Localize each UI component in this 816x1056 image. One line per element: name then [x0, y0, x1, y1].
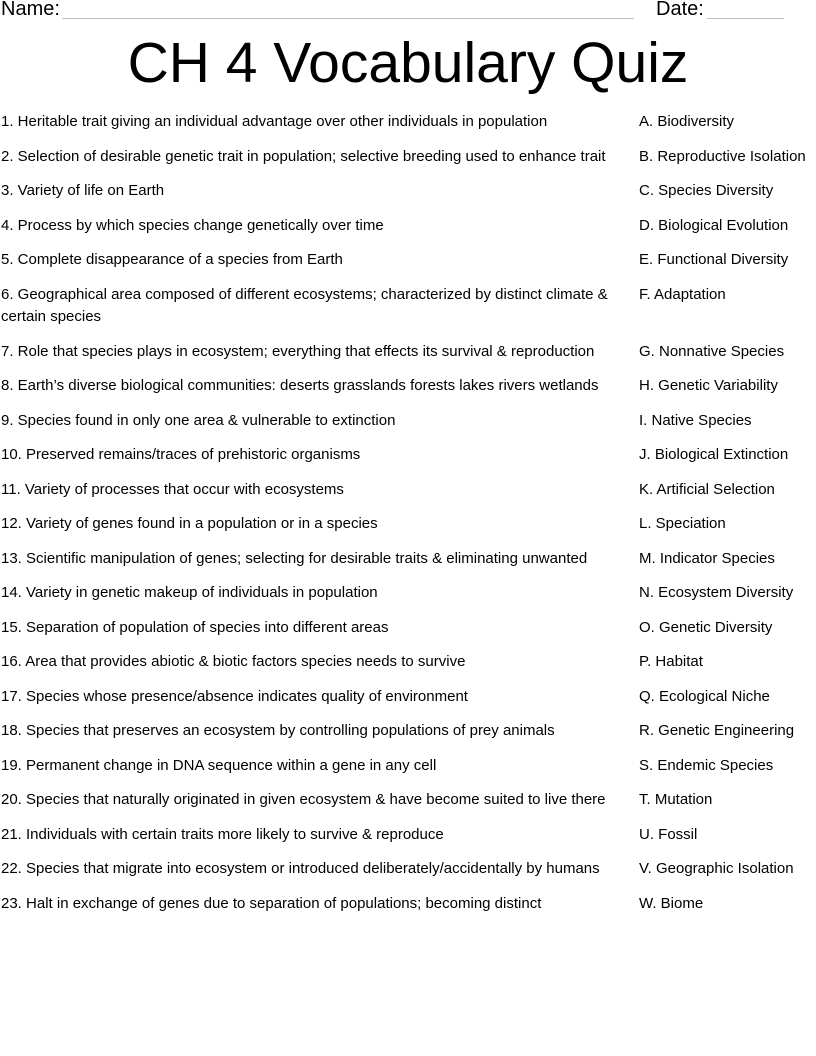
quiz-row: [0, 789, 816, 812]
question-text: 18. Species that preserves an ecosystem by controlling populations of prey animals: [1, 722, 555, 739]
quiz-row: [0, 180, 816, 203]
question-text: 8. Earth’s diverse biological communities: deserts grasslands forests lakes rivers wetlands: [1, 377, 599, 394]
quiz-row: [0, 146, 816, 169]
answer-option: M. Indicator Species: [639, 549, 775, 567]
question-text: 15. Separation of population of species into different areas: [1, 618, 389, 636]
quiz-row: [0, 893, 816, 916]
answer-option: Q. Ecological Niche: [639, 687, 770, 705]
quiz-row: [0, 444, 816, 467]
quiz-row: [0, 755, 816, 778]
question-text: 19. Permanent change in DNA sequence within a gene in any cell: [1, 756, 437, 774]
quiz-row: [0, 582, 816, 605]
question-text: 17. Species whose presence/absence indicates quality of environment: [1, 687, 468, 705]
quiz-row: [0, 111, 816, 134]
name-label: Name:: [1, 0, 60, 20]
question-text: 10. Preserved remains/traces of prehistoric organisms: [1, 446, 361, 463]
answer-option: E. Functional Diversity: [639, 251, 789, 268]
question-text: 20. Species that naturally originated in given ecosystem & have become suited to live there: [1, 791, 606, 808]
answer-option: J. Biological Extinction: [639, 446, 789, 463]
date-label: Date:: [656, 0, 704, 20]
answer-option: R. Genetic Engineering: [639, 722, 795, 739]
question-text: 13. Scientific manipulation of genes; selecting for desirable traits & eliminating unwanted: [1, 549, 588, 567]
name-field-line[interactable]: [62, 18, 634, 19]
answer-option: C. Species Diversity: [639, 182, 774, 199]
answer-option: W. Biome: [639, 894, 704, 912]
question-text: 4. Process by which species change genetically over time: [1, 216, 384, 234]
answer-option: V. Geographic Isolation: [639, 860, 794, 877]
quiz-row: [0, 284, 816, 329]
answer-option: N. Ecosystem Diversity: [639, 584, 794, 601]
answer-option: O. Genetic Diversity: [639, 618, 773, 636]
quiz-row: [0, 249, 816, 272]
quiz-row: [0, 375, 816, 398]
answer-option: B. Reproductive Isolation: [639, 147, 806, 165]
question-text: 23. Halt in exchange of genes due to separation of populations; becoming distinct: [1, 894, 542, 912]
question-text: 16. Area that provides abiotic & biotic factors species needs to survive: [1, 653, 466, 670]
answer-option: H. Genetic Variability: [639, 377, 778, 394]
answer-option: F. Adaptation: [639, 285, 726, 303]
answer-option: I. Native Species: [639, 411, 752, 429]
question-text: 1. Heritable trait giving an individual advantage over other individuals in population: [1, 113, 548, 130]
quiz-row: [0, 479, 816, 502]
answer-option: K. Artificial Selection: [639, 480, 775, 498]
question-text: 5. Complete disappearance of a species from Earth: [1, 251, 343, 268]
page-title: CH 4 Vocabulary Quiz: [127, 31, 689, 95]
answer-option: L. Speciation: [639, 515, 726, 532]
quiz-row: [0, 513, 816, 536]
date-field-line[interactable]: [707, 18, 784, 19]
quiz-row: [0, 617, 816, 640]
header-row: [0, 0, 816, 24]
answer-option: U. Fossil: [639, 825, 698, 843]
answer-option: A. Biodiversity: [639, 113, 735, 130]
answer-option: D. Biological Evolution: [639, 216, 789, 234]
answer-option: G. Nonnative Species: [639, 342, 785, 360]
quiz-row: [0, 858, 816, 881]
quiz-row: [0, 651, 816, 674]
quiz-row: [0, 410, 816, 433]
answer-option: S. Endemic Species: [639, 756, 774, 774]
answer-option: T. Mutation: [639, 791, 713, 808]
question-text: 7. Role that species plays in ecosystem; everything that effects its survival & reproduction: [1, 342, 595, 360]
quiz-list: [0, 111, 816, 927]
quiz-row: [0, 824, 816, 847]
question-text: 12. Variety of genes found in a population or in a species: [1, 515, 378, 532]
question-text: 22. Species that migrate into ecosystem or introduced deliberately/accidentally by humans: [1, 860, 600, 877]
question-text: 21. Individuals with certain traits more likely to survive & reproduce: [1, 825, 444, 843]
question-text: 2. Selection of desirable genetic trait in population; selective breeding used to enhance trait: [1, 147, 606, 165]
question-text: 6. Geographical area composed of different ecosystems; characterized by distinct climate & certain species: [1, 285, 608, 325]
question-text: 9. Species found in only one area & vulnerable to extinction: [1, 411, 396, 429]
quiz-row: [0, 215, 816, 238]
quiz-row: [0, 341, 816, 364]
question-text: 3. Variety of life on Earth: [1, 182, 165, 199]
quiz-row: [0, 720, 816, 743]
answer-option: P. Habitat: [639, 653, 703, 670]
quiz-row: [0, 548, 816, 571]
quiz-row: [0, 686, 816, 709]
question-text: 11. Variety of processes that occur with ecosystems: [1, 480, 344, 498]
question-text: 14. Variety in genetic makeup of individuals in population: [1, 584, 378, 601]
